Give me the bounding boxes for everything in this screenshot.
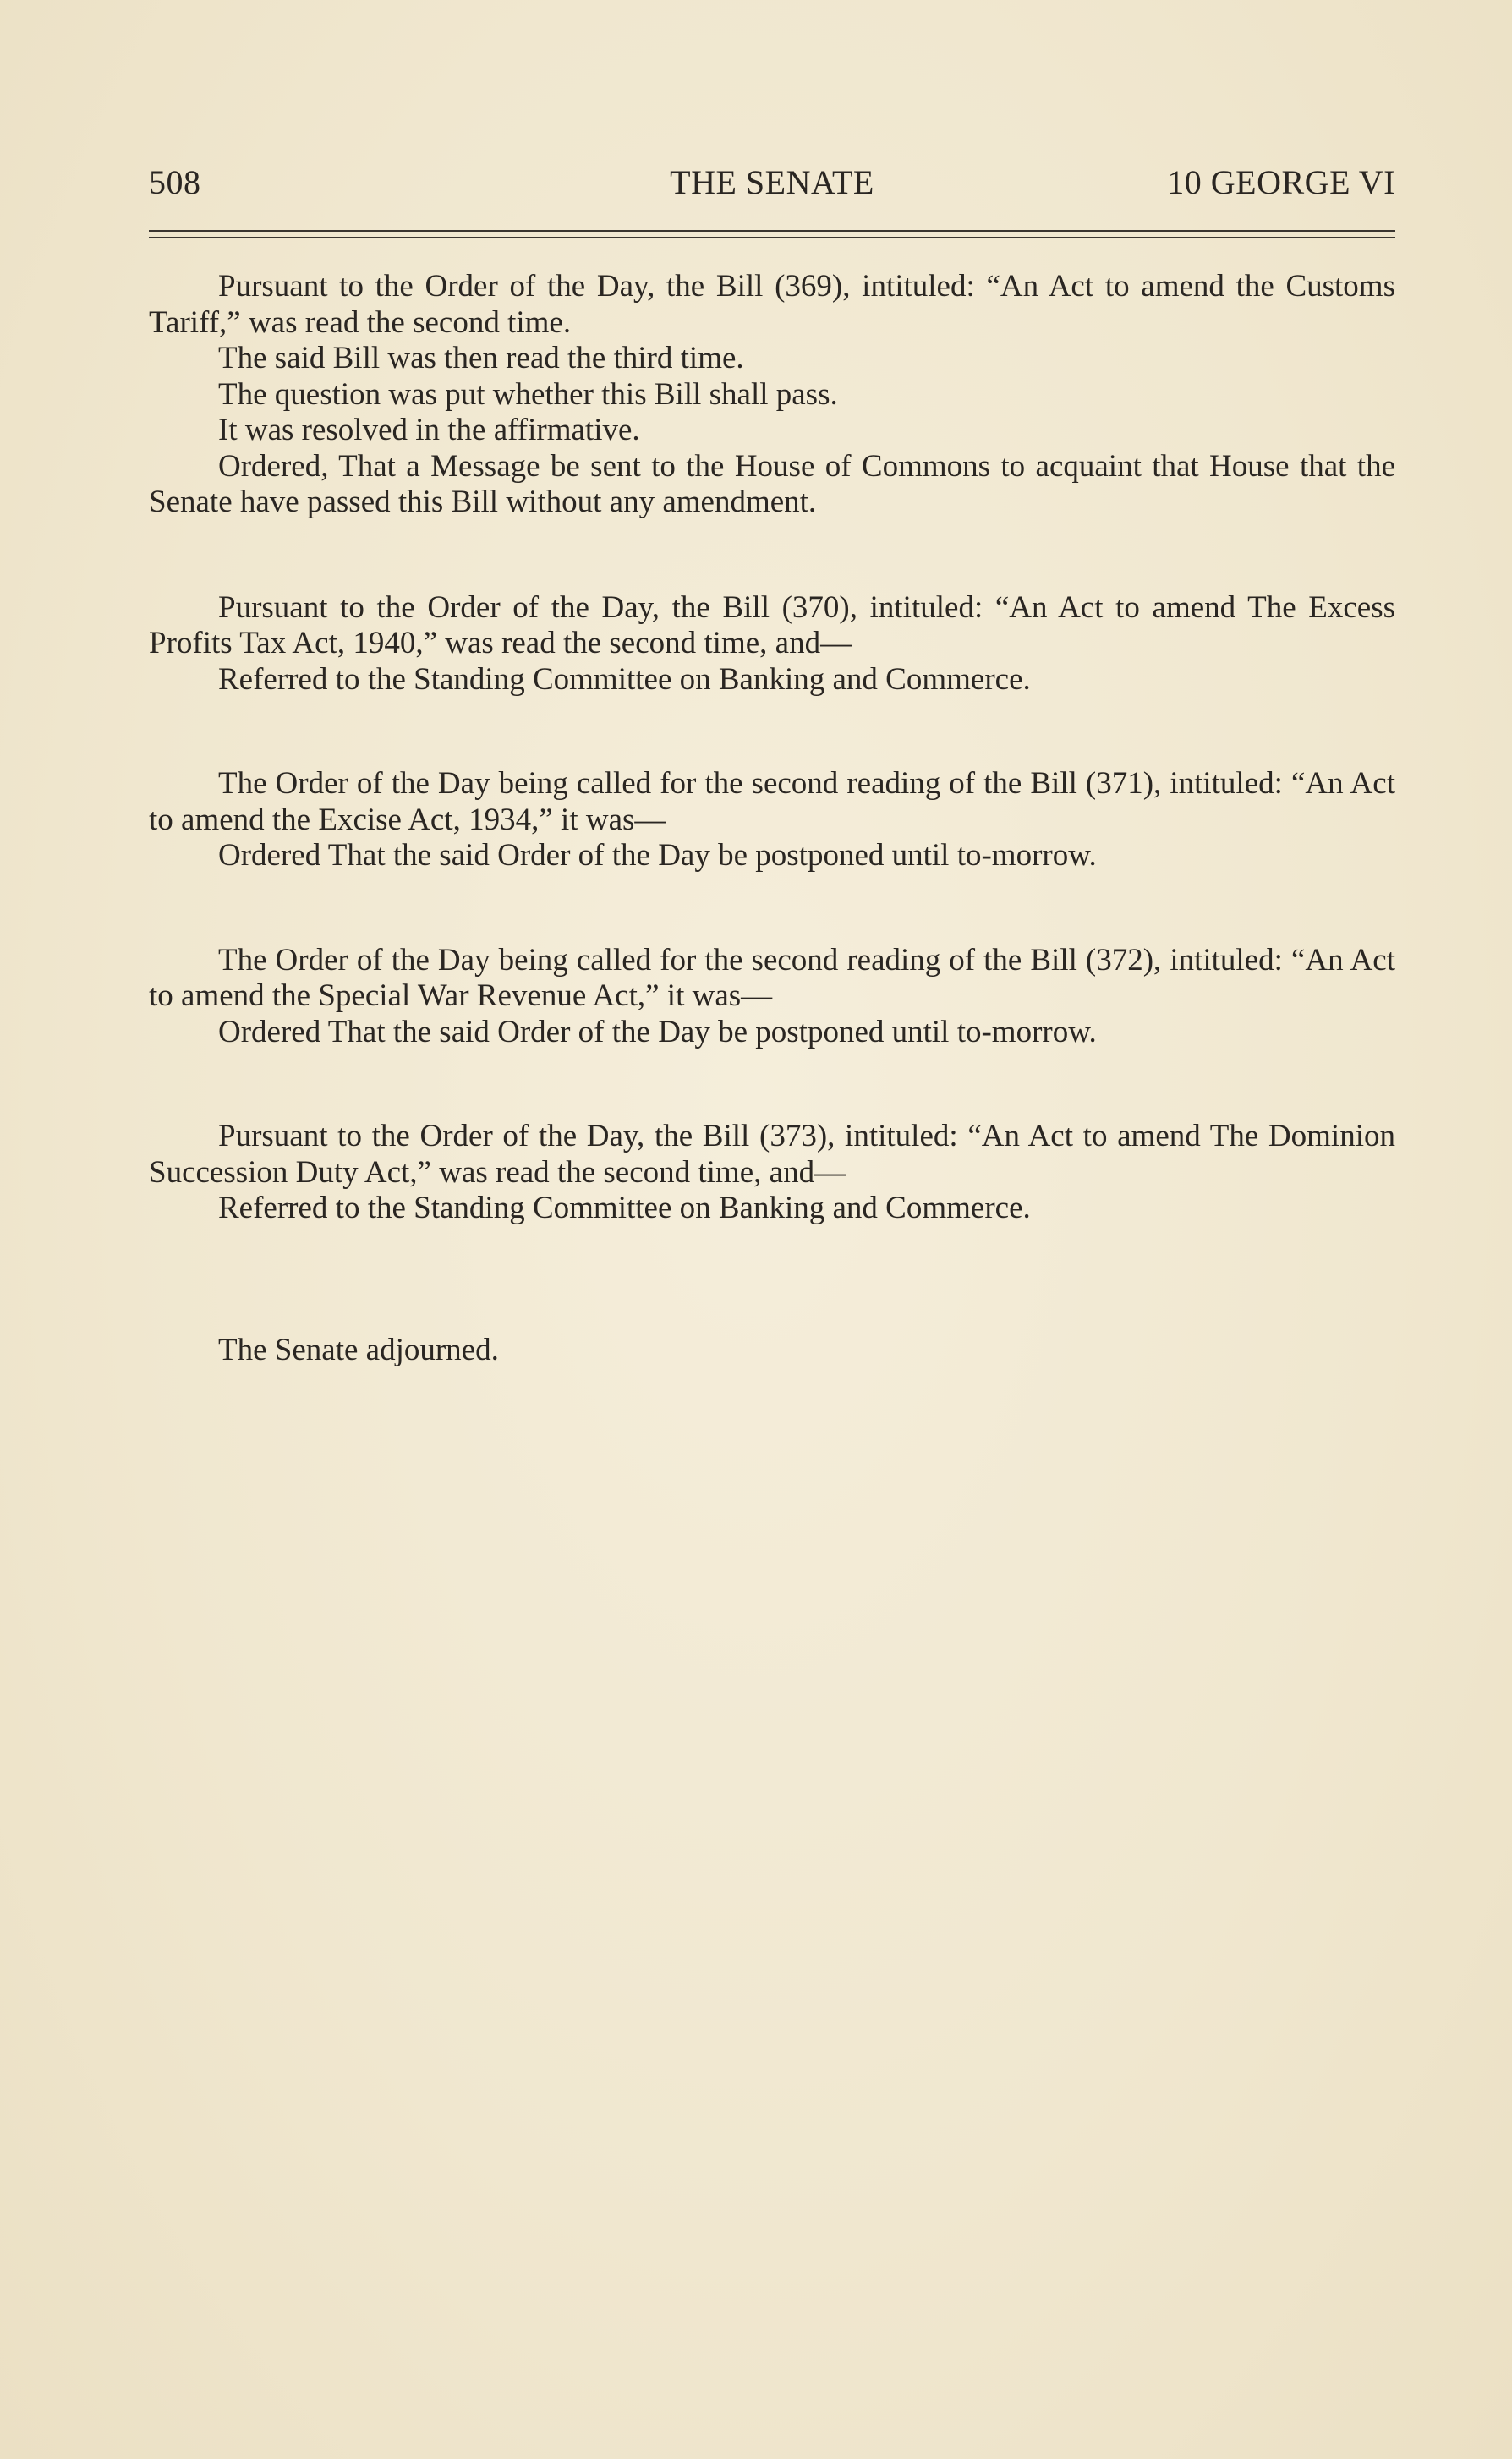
adjournment-text: The Senate adjourned.	[218, 1332, 499, 1367]
header-rule-bottom	[149, 237, 1395, 238]
regnal-year: 10 GEORGE VI	[1167, 163, 1395, 201]
running-title: THE SENATE	[670, 163, 874, 201]
entry-bill-369	[149, 269, 1395, 521]
entry-paragraph: Ordered That the said Order of the Day be postponed until to-morrow.	[218, 838, 1097, 873]
entry-paragraph: The Order of the Day being called for the second reading of the Bill (371), intituled: “An Act to amend the Excise Act, 1934,” it was—	[149, 766, 1395, 837]
entry-bill-373	[149, 1119, 1395, 1227]
page-number: 508	[149, 163, 201, 201]
entry-paragraph: The question was put whether this Bill shall pass.	[218, 376, 838, 412]
entry-paragraph: The Order of the Day being called for the second reading of the Bill (372), intituled: “An Act to amend the Special War Revenue Act,” it was—	[149, 942, 1395, 1013]
entry-bill-371	[149, 766, 1395, 874]
page-header	[149, 157, 1395, 208]
entry-paragraph: Pursuant to the Order of the Day, the Bill (370), intituled: “An Act to amend The Excess Profits Tax Act, 1940,” was read the second time, and—	[149, 589, 1395, 660]
entry-paragraph: Ordered, That a Message be sent to the House of Commons to acquaint that House that the Senate have passed this Bill without any amendment.	[149, 448, 1395, 519]
entry-paragraph: Referred to the Standing Committee on Banking and Commerce.	[218, 1191, 1031, 1225]
entry-paragraph: Pursuant to the Order of the Day, the Bill (373), intituled: “An Act to amend The Dominion Succession Duty Act,” was read the second time, and—	[149, 1119, 1395, 1190]
entry-paragraph: The said Bill was then read the third time.	[218, 341, 744, 375]
entry-bill-372	[149, 943, 1395, 1051]
entry-paragraph: Ordered That the said Order of the Day be postponed until to-morrow.	[218, 1014, 1097, 1049]
entry-paragraph: Referred to the Standing Committee on Banking and Commerce.	[218, 661, 1031, 697]
adjournment-entry	[149, 1333, 1395, 1369]
entry-paragraph: Pursuant to the Order of the Day, the Bill (369), intituled: “An Act to amend the Customs Tariff,” was read the second time.	[149, 269, 1395, 340]
journal-body	[149, 269, 1395, 1368]
entry-paragraph: It was resolved in the affirmative.	[218, 413, 640, 447]
header-rule-top	[149, 230, 1395, 232]
entry-bill-370	[149, 590, 1395, 698]
